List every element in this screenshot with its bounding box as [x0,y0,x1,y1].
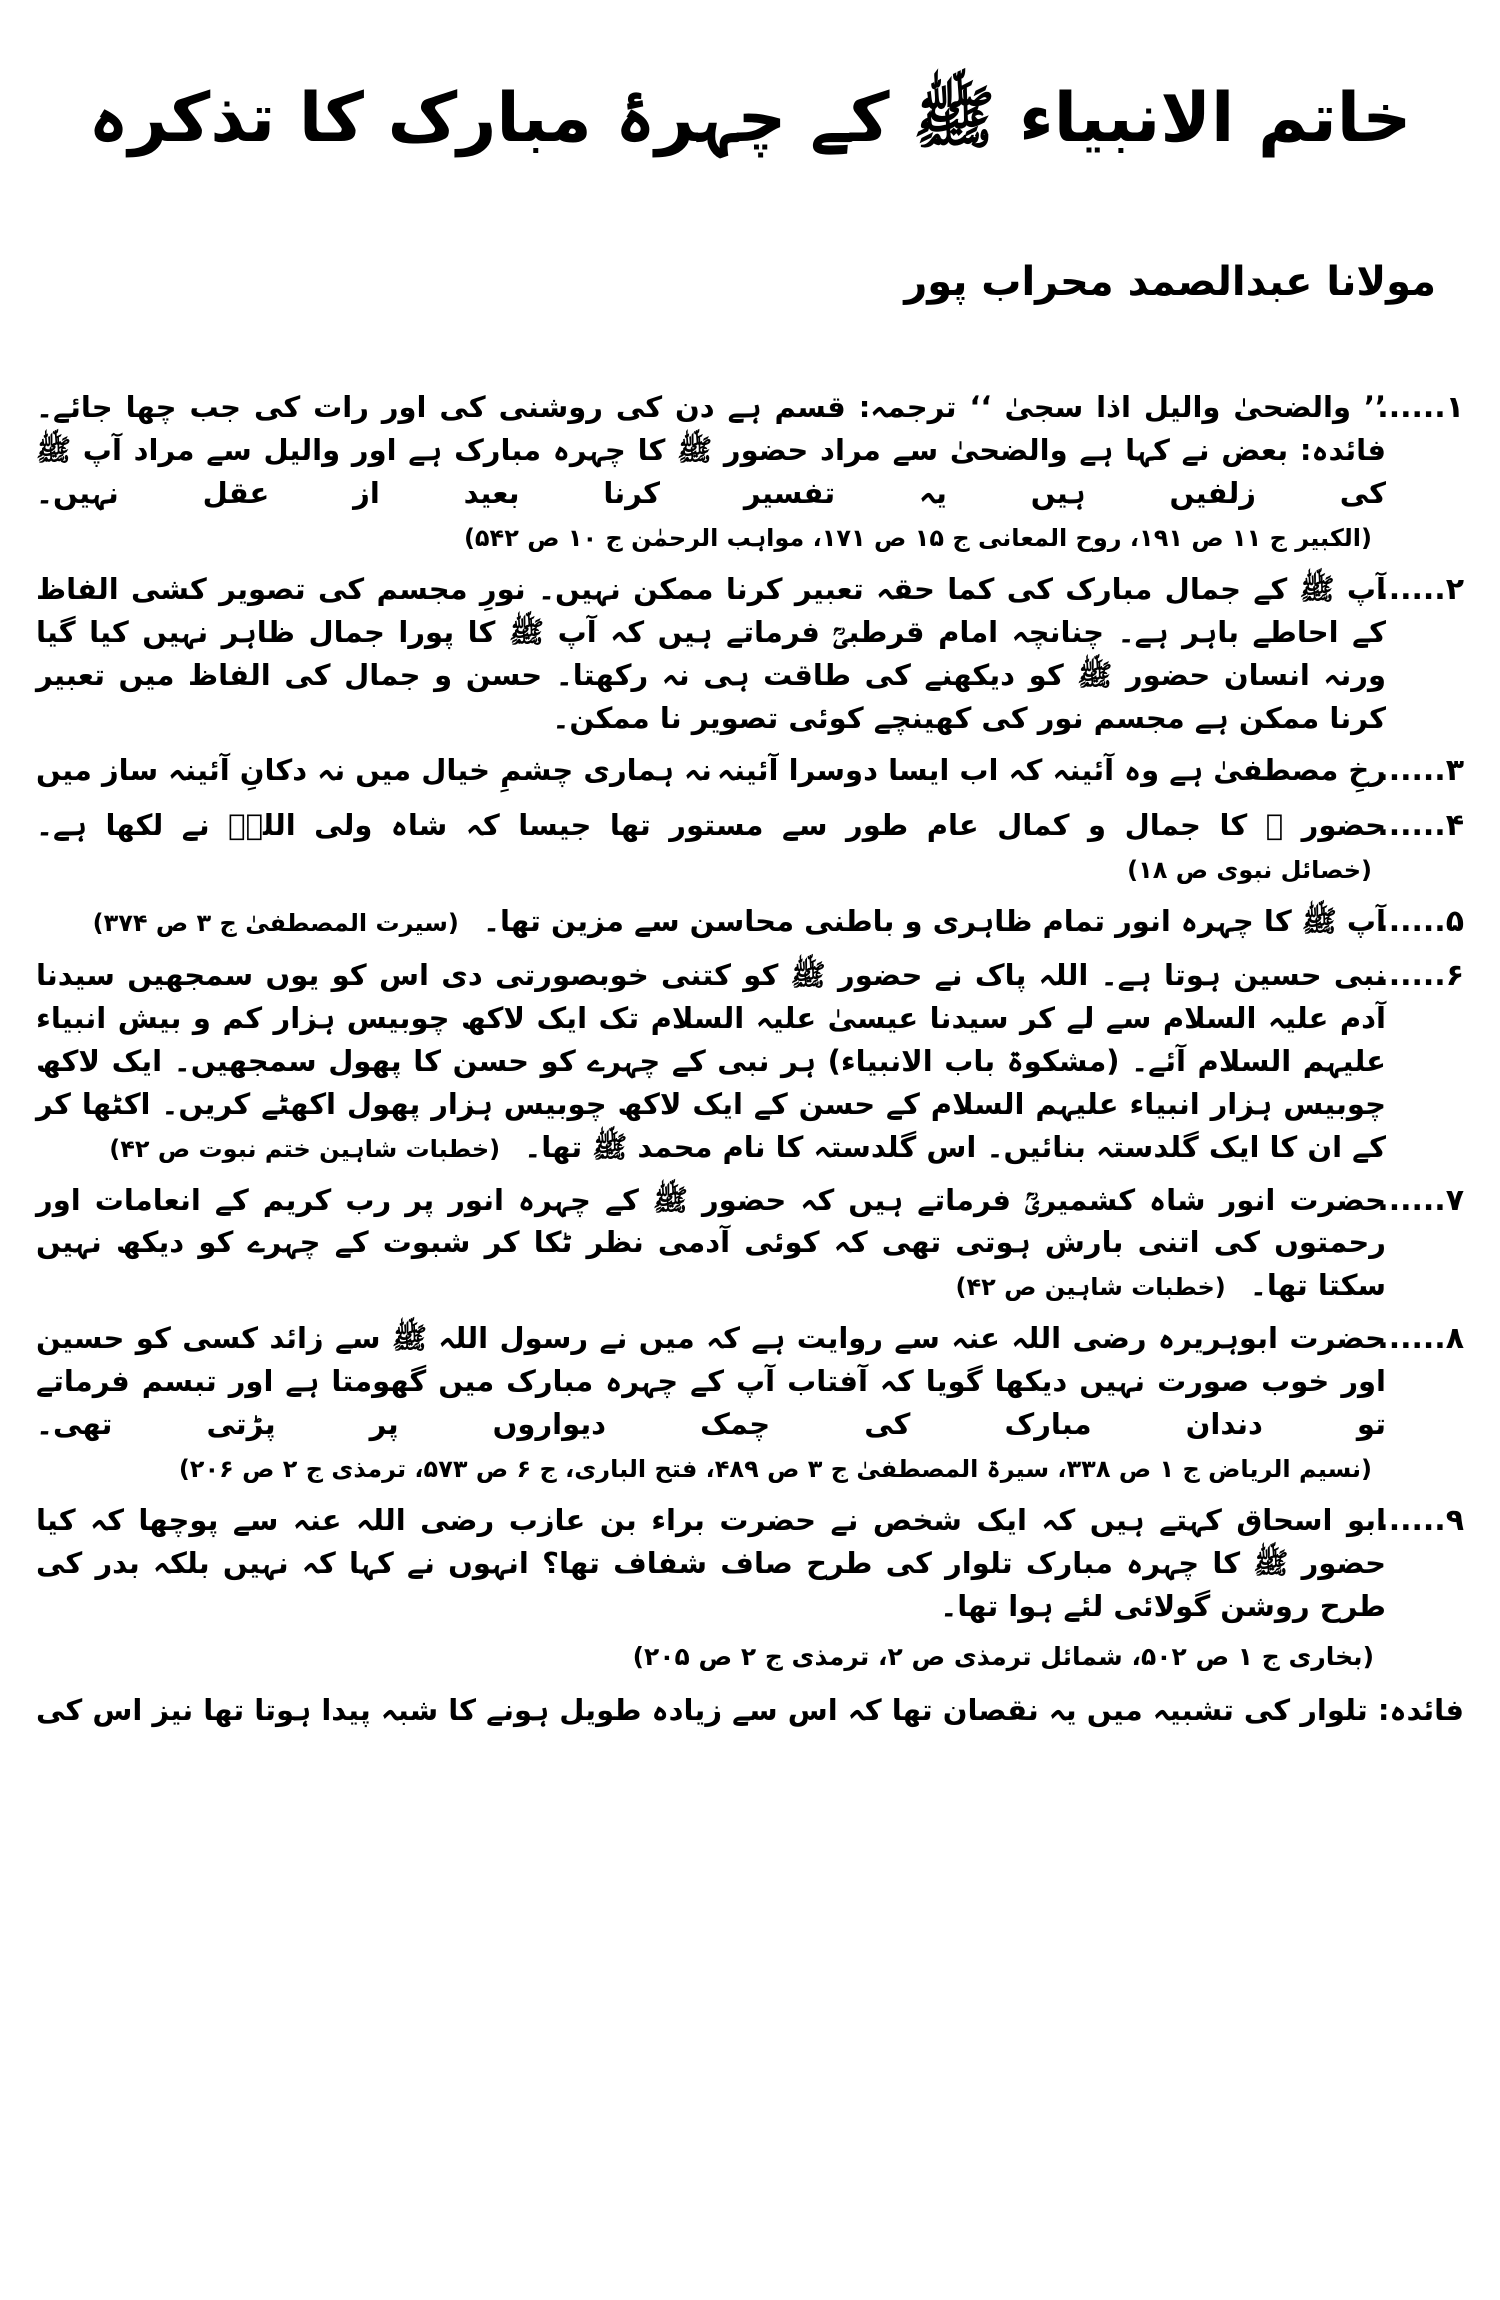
item-number: ۳...... [1377,753,1464,789]
list-item [36,749,1464,793]
item-text: ابو اسحاق کہتے ہیں کہ ایک شخص نے حضرت براء بن عازب رضی اللہ عنہ سے پوچھا کہ کیا حضور ﷺ کا چہرہ مبارک تلوار کی طرح صاف شفاف تھا؟ انہوں نے کہا کہ نہیں بلکہ بدر کی طرح روشن گولائی لئے ہوا تھا۔ [36,1502,1386,1623]
list-item [36,900,1464,944]
list-item [36,804,1464,890]
list-item [36,1179,1464,1308]
list-item [36,1499,1464,1628]
item-text: ’’ والضحیٰ والیل اذا سجیٰ ‘‘ ترجمہ: قسم ہے دن کی روشنی کی اور رات کی جب چھا جائے۔ فائدہ: بعض نے کہا ہے والضحیٰ سے مراد حضور ﷺ کا چہرہ مبارک ہے اور والیل سے مراد آپ ﷺ کی زلفیں ہیں یہ تفسیر کرنا بعید از عقل نہیں۔ (الکبیر ج ۱۱ ص ۱۹۱، روح المعانی ج ۱۵ ص ۱۷۱، مواہب الرحمٰن ج ۱۰ ص ۵۴۲) [36,390,1386,552]
poem-verse: نہ ہماری چشمِ خیال میں نہ دکانِ آئینہ ساز میں [36,753,712,788]
poem-couplet [36,749,1386,792]
item-reference: (الکبیر ج ۱۱ ص ۱۹۱، روح المعانی ج ۱۵ ص ۱۷۱، مواہب الرحمٰن ج ۱۰ ص ۵۴۲) [463,523,1372,552]
reference-line: (بخاری ج ۱ ص ۵۰۲، شمائل ترمذی ص ۲، ترمذی ج ۲ ص ۲۰۵) [632,1641,1374,1671]
benefit-note: فائدہ: تلوار کی تشبیہ میں یہ نقصان تھا کہ اس سے زیادہ طویل ہونے کا شبہ پیدا ہوتا تھا نیز اس کی [36,1693,1464,1728]
item-number: ۱...... [1377,390,1464,426]
item-reference: (نسیم الریاض ج ۱ ص ۳۳۸، سیرۃ المصطفیٰ ج ۳ ص ۴۸۹، فتح الباری، ج ۶ ص ۵۷۳، ترمذی ج ۲ ص ۲۰۶) [178,1455,1372,1483]
item-reference: (خصائل نبوی ص ۱۸) [1127,855,1372,884]
item-text: حضرت ابوہریرہ رضی اللہ عنہ سے روایت ہے کہ میں نے رسول اللہ ﷺ سے زائد کسی کو حسین اور خوب صورت نہیں دیکھا گویا کہ آفتاب آپ کے چہرہ مبارک میں گھومتا ہے اور تبسم فرماتے تو دندان مبارک کی چمک دیواروں پر پڑتی تھی۔ (نسیم الریاض ج ۱ ص ۳۳۸، سیرۃ المصطفیٰ ج ۳ ص ۴۸۹، فتح الباری، ج ۶ ص ۵۷۳، ترمذی ج ۲ ص ۲۰۶) [36,1321,1386,1483]
item-text: آپ ﷺ کا چہرہ انور تمام ظاہری و باطنی محاسن سے مزین تھا۔ (سیرت المصطفیٰ ج ۳ ص ۳۷۴) [92,903,1386,938]
item-number: ۶...... [1377,958,1464,994]
item-number: ۴...... [1377,807,1464,843]
item-reference: (سیرت المصطفیٰ ج ۳ ص ۳۷۴) [92,908,459,937]
item-reference: (خطبات شاہین ختم نبوت ص ۴۲) [109,1134,501,1163]
item-number: ۸...... [1377,1321,1464,1357]
author-name: مولانا عبدالصمد محراب پور [904,259,1436,306]
item-number: ۷...... [1377,1182,1464,1218]
item-text: آپ ﷺ کے جمال مبارک کی کما حقہ تعبیر کرنا ممکن نہیں۔ نورِ مجسم کی تصویر کشی الفاظ کے احاطے باہر ہے۔ چنانچہ امام قرطبیؒ فرماتے ہیں کہ آپ ﷺ کا پورا جمال ظاہر نہیں کیا گیا ورنہ انسان حضور ﷺ کو دیکھنے کی طاقت ہی نہ رکھتا۔ حسن و جمال کی الفاظ میں تعبیر کرنا ممکن ہے مجسم نور کی کھینچے کوئی تصویر نا ممکن۔ [36,571,1386,735]
item-number: ۵...... [1377,903,1464,939]
poem-verse: رخِ مصطفیٰ ہے وہ آئینہ کہ اب ایسا دوسرا آئینہ [716,753,1386,788]
item-reference: (خطبات شاہین ص ۴۲) [955,1273,1226,1302]
item-number: ۹...... [1377,1502,1464,1538]
list-item [36,954,1464,1169]
item-number: ۲...... [1377,571,1464,607]
item-text: نبی حسین ہوتا ہے۔ اللہ پاک نے حضور ﷺ کو کتنی خوبصورتی دی اس کو یوں سمجھیں سیدنا آدم علیہ السلام سے لے کر سیدنا عیسیٰ علیہ السلام تک ایک لاکھ چوبیس ہزار کم و بیش انبیاء علیہم السلام آئے۔ (مشکوۃ باب الانبیاء) ہر نبی کے چہرے کو حسن کا پھول سمجھیں۔ ایک لاکھ چوبیس ہزار انبیاء علیہم السلام کے حسن کے ایک لاکھ چوبیس ہزار پھول اکھٹے کریں۔ اکٹھا کر کے ان کا ایک گلدستہ بنائیں۔ اس گلدستہ کا نام محمد ﷺ تھا۔ (خطبات شاہین ختم نبوت ص ۴۲) [36,958,1386,1164]
list-item [36,568,1464,740]
item-list [36,386,1464,1627]
list-item [36,386,1464,558]
list-item [36,1317,1464,1489]
item-text: حضرت انور شاہ کشمیریؒ فرماتے ہیں کہ حضور ﷺ کے چہرہ انور پر رب کریم کے انعامات اور رحمتوں کی اتنی بارش ہوتی تھی کہ کوئی آدمی نظر ٹکا کر شبوت کے چہرے کو دیکھ نہیں سکتا تھا۔ (خطبات شاہین ص ۴۲) [36,1182,1386,1303]
item-text: حضور ﷺ کا جمال و کمال عام طور سے مستور تھا جیسا کہ شاہ ولی اللہؒ نے لکھا ہے۔ (خصائل نبوی ص ۱۸) [36,807,1386,884]
page-title: خاتم الانبیاء ﷺ کے چہرۂ مبارک کا تذکرہ [88,79,1412,158]
